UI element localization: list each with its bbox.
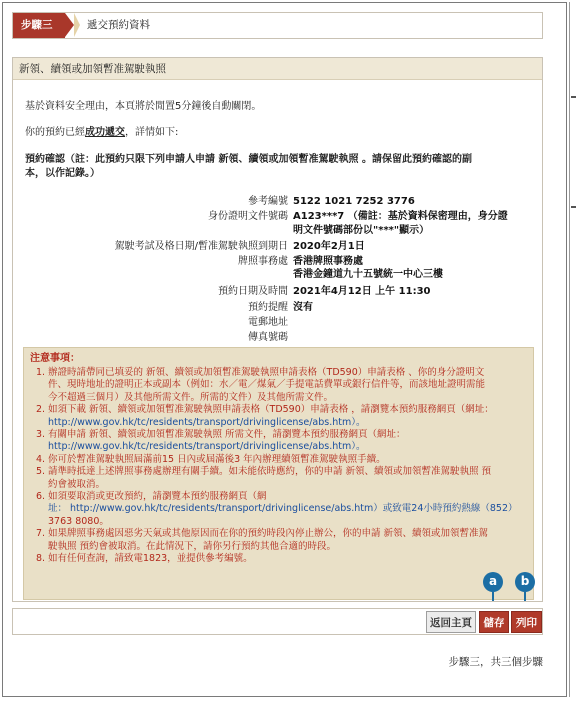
detail-label: 電郵地址 bbox=[248, 317, 288, 328]
note-line: 如須要取消或更改預約，請瀏覽本預約服務網頁（網 bbox=[48, 491, 267, 503]
note-line: 3763 8080。 bbox=[48, 515, 109, 527]
detail-value: 2020年2月1日 bbox=[293, 241, 365, 252]
right-edge-mark bbox=[571, 96, 576, 98]
note-line: 如須下載 新領、續領或加領暫准駕駛執照申請表格（TD590）申請表格 ，請瀏覽本預約服務網頁（網址： bbox=[48, 404, 494, 416]
submitted-prefix: 你的預約已經 bbox=[25, 127, 85, 138]
panel-heading: 新領、續領或加領暫准駕駛執照 bbox=[13, 58, 542, 80]
note-number: 2. bbox=[36, 404, 46, 416]
callout-marker-b: b bbox=[515, 572, 535, 592]
note-line: 約會被取消。 bbox=[48, 478, 106, 490]
note-line: 駛執照 預約會被取消。在此情況下，請你另行預約其他合適的時段。 bbox=[48, 540, 337, 552]
note-line: 辦證時請帶同已填妥的 新領、續領或加領暫准駕駛執照申請表格（TD590）申請表格 、你的身分證明文 bbox=[48, 367, 485, 378]
note-line: 如果牌照事務處因惡劣天氣或其他原因而在你的預約時段內停止辦公，你的申請 新領、續領或加領暫准駕 bbox=[48, 528, 489, 540]
right-edge-mark bbox=[571, 206, 576, 208]
action-bar bbox=[12, 608, 543, 635]
detail-value: 5122 1021 7252 3776 bbox=[293, 196, 415, 207]
note-line: 你可於暫准駕駛執照屆滿前15 日內或屆滿後3 年內辦理續領暫准駕駛執照手續。 bbox=[48, 453, 386, 465]
note-link[interactable]: http://www.gov.hk/tc/residents/transport/drivinglicense/abs.htm）。 bbox=[48, 416, 366, 428]
detail-value: 2021年4月12日 上午 11:30 bbox=[293, 286, 431, 297]
detail-value: A123***7 （備註：基於資料保密理由，身分證 bbox=[293, 211, 508, 222]
note-link[interactable]: http://www.gov.hk/tc/residents/transport/drivinglicense/abs.htm）。 bbox=[48, 441, 366, 453]
detail-value-cont: 香港金鐘道九十五號統一中心三樓 bbox=[293, 269, 443, 280]
note-line: 今不超過三個月）及其他所需文件。所需的文件）及其他所需文件。 bbox=[48, 391, 334, 403]
note-item bbox=[36, 466, 527, 491]
submitted-message bbox=[25, 126, 178, 140]
note-item bbox=[36, 404, 527, 429]
note-item bbox=[36, 429, 527, 454]
note-number: 5. bbox=[36, 466, 46, 478]
detail-label: 駕駛考試及格日期/暫准駕駛執照到期日 bbox=[114, 241, 288, 252]
note-item bbox=[36, 491, 527, 528]
save-button[interactable]: 儲存 bbox=[479, 611, 509, 633]
step-header bbox=[12, 12, 543, 39]
callout-marker-a-stem bbox=[492, 592, 494, 601]
detail-label: 牌照事務處 bbox=[238, 256, 288, 267]
detail-label: 身份證明文件號碼 bbox=[208, 211, 288, 222]
note-item bbox=[36, 553, 527, 565]
confirmation-note bbox=[25, 153, 535, 181]
notes-box bbox=[23, 347, 534, 600]
detail-label: 參考編號 bbox=[248, 196, 288, 207]
notes-list bbox=[30, 367, 527, 566]
confirmation-note-line: 本，以作記錄。） bbox=[25, 168, 100, 179]
note-item bbox=[36, 367, 527, 404]
detail-value: 香港牌照事務處 bbox=[293, 256, 363, 267]
right-divider bbox=[569, 2, 570, 697]
note-item bbox=[36, 528, 527, 553]
note-line: 件、現時地址的證明正本或副本（例如：水／電／煤氣／手提電話費單或銀行信件等，而該地址證明需能 bbox=[48, 379, 486, 391]
note-number: 7. bbox=[36, 528, 46, 540]
confirmation-panel bbox=[12, 57, 543, 602]
notes-title: 注意事項： bbox=[30, 353, 80, 364]
print-button[interactable]: 列印 bbox=[511, 611, 542, 633]
note-number: 1. bbox=[36, 367, 46, 378]
note-number: 3. bbox=[36, 429, 46, 441]
callout-marker-b-stem bbox=[524, 592, 526, 601]
detail-value-cont: 明文件號碼部份以"***"顯示） bbox=[293, 225, 430, 236]
step-badge: 步驟三 bbox=[13, 13, 65, 38]
home-button[interactable]: 返回主頁 bbox=[426, 611, 476, 633]
detail-label: 預約提醒 bbox=[248, 302, 288, 313]
callout-marker-a: a bbox=[483, 572, 503, 592]
confirmation-note-line: 預約確認（註：此預約只限下列申請人申請 新領、續領或加領暫准駕駛執照 。請保留此預約確認的副 bbox=[25, 154, 472, 165]
note-link[interactable]: 址： http://www.gov.hk/tc/residents/transport/drivinglicense/abs.htm）或致電24小時預約熱線（852） bbox=[48, 503, 518, 515]
note-item bbox=[36, 454, 527, 466]
note-line: 如有任何查詢，請致電1823，並提供參考編號。 bbox=[48, 553, 253, 565]
submitted-emphasis: 成功遞交 bbox=[85, 127, 125, 138]
detail-label: 傳真號碼 bbox=[248, 332, 288, 343]
note-number: 6. bbox=[36, 491, 46, 503]
step-badge-arrow bbox=[65, 13, 74, 37]
note-line: 有關申請 新領、續領或加領暫准駕駛執照 所需文件，請瀏覽本預約服務網頁（網址： bbox=[48, 429, 406, 441]
submitted-suffix: ，詳情如下: bbox=[125, 127, 179, 138]
step-progress-text: 步驟三，共三個步驟 bbox=[448, 656, 543, 668]
note-number: 4. bbox=[36, 453, 46, 465]
step-title: 遞交預約資料 bbox=[87, 19, 150, 31]
security-note: 基於資料安全理由，本頁將於閒置5分鐘後自動關閉。 bbox=[25, 101, 262, 112]
step-badge-arrow-accent bbox=[74, 13, 80, 37]
note-number: 8. bbox=[36, 553, 46, 565]
detail-value: 沒有 bbox=[293, 302, 313, 313]
note-line: 請準時抵達上述牌照事務處辦理有關手續。如未能依時應約，你的申請 新領、續領或加領暫准駕駛執照 預 bbox=[48, 466, 492, 478]
detail-label: 預約日期及時間 bbox=[218, 286, 288, 297]
